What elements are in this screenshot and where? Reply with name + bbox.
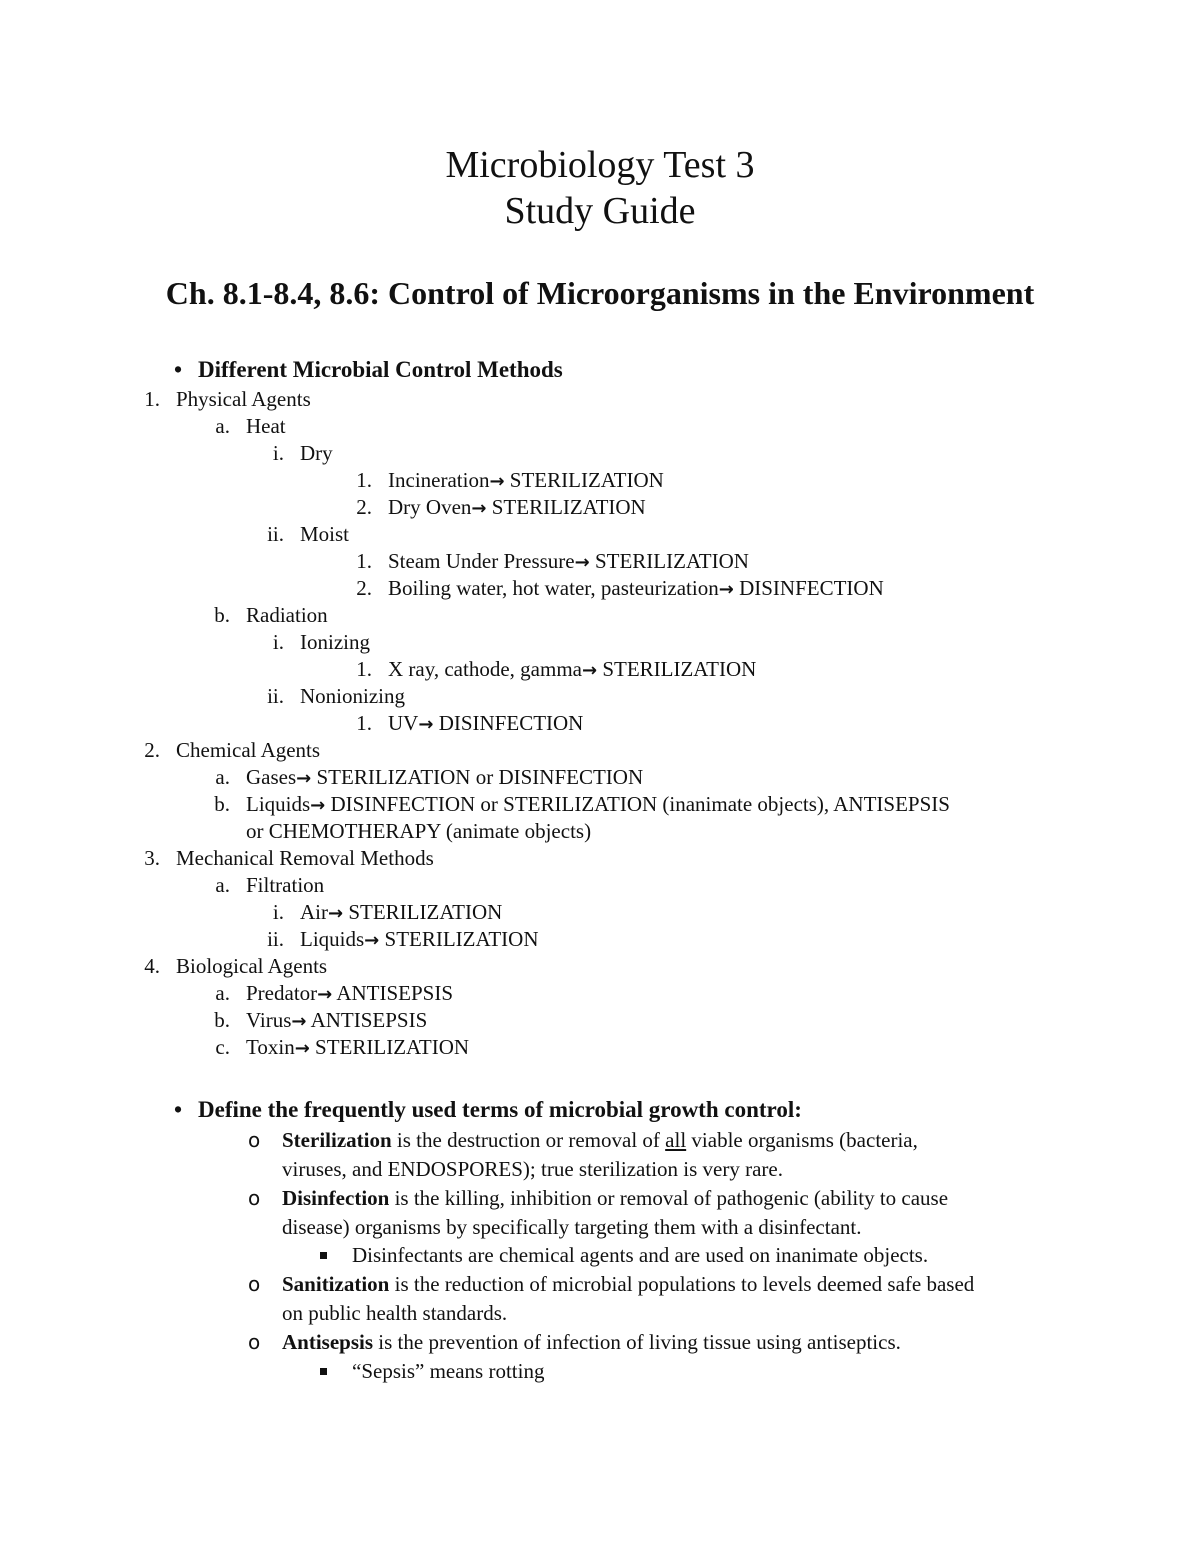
arrow-right-icon: →: [364, 930, 380, 951]
sepsis-note: “Sepsis” means rotting: [352, 1359, 545, 1383]
outline-marker: 4.: [144, 954, 160, 978]
outline-item-text: Chemical Agents: [176, 738, 321, 762]
outline-item-text: Virus: [246, 1008, 292, 1032]
outline-item-text: UV: [388, 711, 419, 735]
outline-marker: ii.: [267, 684, 284, 708]
definition-disinfection: [282, 1184, 948, 1212]
outline-item: [246, 872, 324, 898]
definition-antisepsis: [282, 1328, 901, 1356]
outline-item-text: Dry Oven: [388, 495, 472, 519]
outline-item-text: X ray, cathode, gamma: [388, 657, 582, 681]
arrow-right-icon: →: [317, 984, 333, 1005]
outline-item-result: DISINFECTION: [433, 711, 584, 735]
arrow-right-icon: →: [574, 552, 590, 573]
arrow-right-icon: →: [291, 1011, 307, 1032]
outline-marker: a.: [215, 414, 230, 438]
outline-marker: i.: [272, 900, 284, 924]
outline-item-result: DISINFECTION: [733, 576, 884, 600]
arrow-right-icon: →: [418, 714, 434, 735]
outline-item-text: Steam Under Pressure: [388, 549, 575, 573]
outline-item-text: Boiling water, hot water, pasteurization: [388, 576, 719, 600]
outline-item-text: Gases: [246, 765, 297, 789]
outline-marker: a.: [215, 981, 230, 1005]
term-sanitization: Sanitization: [282, 1272, 390, 1296]
outline-item: [176, 845, 434, 871]
outline-item-text: Filtration: [246, 873, 325, 897]
outline-marker: ii.: [267, 522, 284, 546]
outline-item: [388, 494, 646, 522]
outline-marker: 3.: [144, 846, 160, 870]
outline-item-result: DISINFECTION or STERILIZATION (inanimate objects), ANTISEPSIS: [325, 792, 950, 816]
outline-item-result: STERILIZATION: [597, 657, 757, 681]
outline-item: [246, 791, 950, 819]
outline-marker: 2.: [356, 576, 372, 600]
outline-item: [300, 629, 370, 655]
circle-bullet-icon: o: [248, 1186, 261, 1210]
outline-marker: 2.: [144, 738, 160, 762]
outline-item-text: Air: [300, 900, 328, 924]
circle-bullet-icon: o: [248, 1272, 261, 1296]
outline-item-text: Mechanical Removal Methods: [176, 846, 434, 870]
outline-item: [388, 710, 583, 738]
term-sterilization: Sterilization: [282, 1128, 392, 1152]
outline-marker: ii.: [267, 927, 284, 951]
outline-item: [176, 386, 311, 412]
outline-item: [246, 602, 328, 628]
term-antisepsis: Antisepsis: [282, 1330, 374, 1354]
outline-item: [246, 980, 453, 1008]
outline-item: [300, 683, 405, 709]
outline-item-result: STERILIZATION or DISINFECTION: [311, 765, 644, 789]
outline-item: [388, 575, 884, 603]
outline-marker: i.: [272, 441, 284, 465]
outline-item-text: Dry: [300, 441, 333, 465]
outline-item: [246, 1034, 469, 1062]
section-heading-text: Define the frequently used terms of microbial growth control:: [198, 1097, 802, 1122]
definition-sanitization: [282, 1270, 974, 1298]
outline-item-text: Ionizing: [300, 630, 370, 654]
arrow-right-icon: →: [489, 471, 505, 492]
outline-item-result: STERILIZATION: [486, 495, 646, 519]
outline-marker: a.: [215, 873, 230, 897]
circle-bullet-icon: o: [248, 1128, 261, 1152]
outline-item-result: ANTISEPSIS: [306, 1008, 428, 1032]
bullet-icon: •: [174, 357, 183, 382]
arrow-right-icon: →: [581, 660, 598, 681]
outline-item-text: Toxin: [246, 1035, 295, 1059]
disinfectant-note: Disinfectants are chemical agents and are used on inanimate objects.: [352, 1243, 929, 1267]
outline-marker: 1.: [144, 387, 160, 411]
definition-disinfection-cont: disease) organisms by specifically targeting them with a disinfectant.: [282, 1215, 862, 1239]
outline-item: [300, 521, 349, 547]
section-heading-control-methods: [174, 356, 563, 384]
outline-marker: b.: [214, 1008, 230, 1032]
section-heading-text: Different Microbial Control Methods: [198, 357, 563, 382]
outline-item: [388, 467, 664, 495]
definition-text: is the reduction of microbial populations to levels deemed safe based: [389, 1272, 975, 1296]
outline-item: [246, 764, 643, 792]
outline-item-text: Biological Agents: [176, 954, 328, 978]
section-heading-definitions: [174, 1096, 802, 1124]
document-title: Microbiology Test 3: [445, 144, 755, 186]
outline-item: [300, 926, 539, 954]
outline-item-text: Predator: [246, 981, 318, 1005]
underlined-word: all: [665, 1128, 687, 1152]
outline-item: [246, 818, 591, 844]
definition-sterilization-cont: viruses, and ENDOSPORES); true sterilization is very rare.: [282, 1157, 783, 1181]
outline-item-result: STERILIZATION: [343, 900, 503, 924]
outline-item: [246, 1007, 427, 1035]
document-subtitle: Study Guide: [504, 190, 696, 232]
arrow-right-icon: →: [718, 579, 734, 600]
outline-marker: 1.: [356, 549, 372, 573]
outline-marker: 2.: [356, 495, 372, 519]
outline-item: [388, 656, 756, 684]
definition-text: is the prevention of infection of living tissue using antiseptics.: [373, 1330, 901, 1354]
outline-item-result: STERILIZATION: [379, 927, 539, 951]
outline-item: [176, 737, 320, 763]
chapter-heading: Ch. 8.1-8.4, 8.6: Control of Microorganisms in the Environment: [165, 275, 1035, 311]
outline-item-text: Radiation: [246, 603, 328, 627]
term-disinfection: Disinfection: [282, 1186, 390, 1210]
arrow-right-icon: →: [294, 1038, 310, 1059]
outline-item-text: Liquids: [300, 927, 365, 951]
outline-item: [176, 953, 327, 979]
outline-item-result: STERILIZATION: [504, 468, 664, 492]
outline-marker: b.: [214, 603, 230, 627]
definition-sterilization: [282, 1126, 918, 1154]
outline-item-text: Liquids: [246, 792, 311, 816]
outline-item-text: Incineration: [388, 468, 490, 492]
arrow-right-icon: →: [296, 768, 312, 789]
arrow-right-icon: →: [328, 903, 344, 924]
outline-item: [300, 899, 502, 927]
circle-bullet-icon: o: [248, 1330, 261, 1354]
outline-item-result: ANTISEPSIS: [332, 981, 454, 1005]
arrow-right-icon: →: [310, 795, 326, 816]
outline-item: [388, 548, 749, 576]
bullet-icon: •: [174, 1097, 183, 1122]
outline-marker: 1.: [356, 468, 372, 492]
outline-marker: 1.: [356, 711, 372, 735]
definition-text: is the destruction or removal of: [391, 1128, 666, 1152]
square-bullet-icon: [320, 1368, 327, 1375]
outline-item-result: STERILIZATION: [589, 549, 749, 573]
definition-text: is the killing, inhibition or removal of pathogenic (ability to cause: [389, 1186, 949, 1210]
arrow-right-icon: →: [471, 498, 487, 519]
outline-item-result: STERILIZATION: [309, 1035, 470, 1059]
outline-item: [246, 413, 286, 439]
definition-sanitization-cont: on public health standards.: [282, 1301, 508, 1325]
outline-marker: i.: [272, 630, 284, 654]
outline-item-text: Nonionizing: [300, 684, 405, 708]
outline-marker: 1.: [356, 657, 372, 681]
outline-item-text: or CHEMOTHERAPY (animate objects): [246, 819, 592, 843]
outline-item: [300, 440, 333, 466]
outline-item-text: Heat: [246, 414, 286, 438]
definition-text: viable organisms (bacteria,: [686, 1128, 918, 1152]
outline-marker: a.: [215, 765, 230, 789]
outline-item-text: Moist: [300, 522, 350, 546]
outline-marker: b.: [214, 792, 230, 816]
square-bullet-icon: [320, 1252, 327, 1259]
outline-marker: c.: [215, 1035, 230, 1059]
outline-item-text: Physical Agents: [176, 387, 311, 411]
